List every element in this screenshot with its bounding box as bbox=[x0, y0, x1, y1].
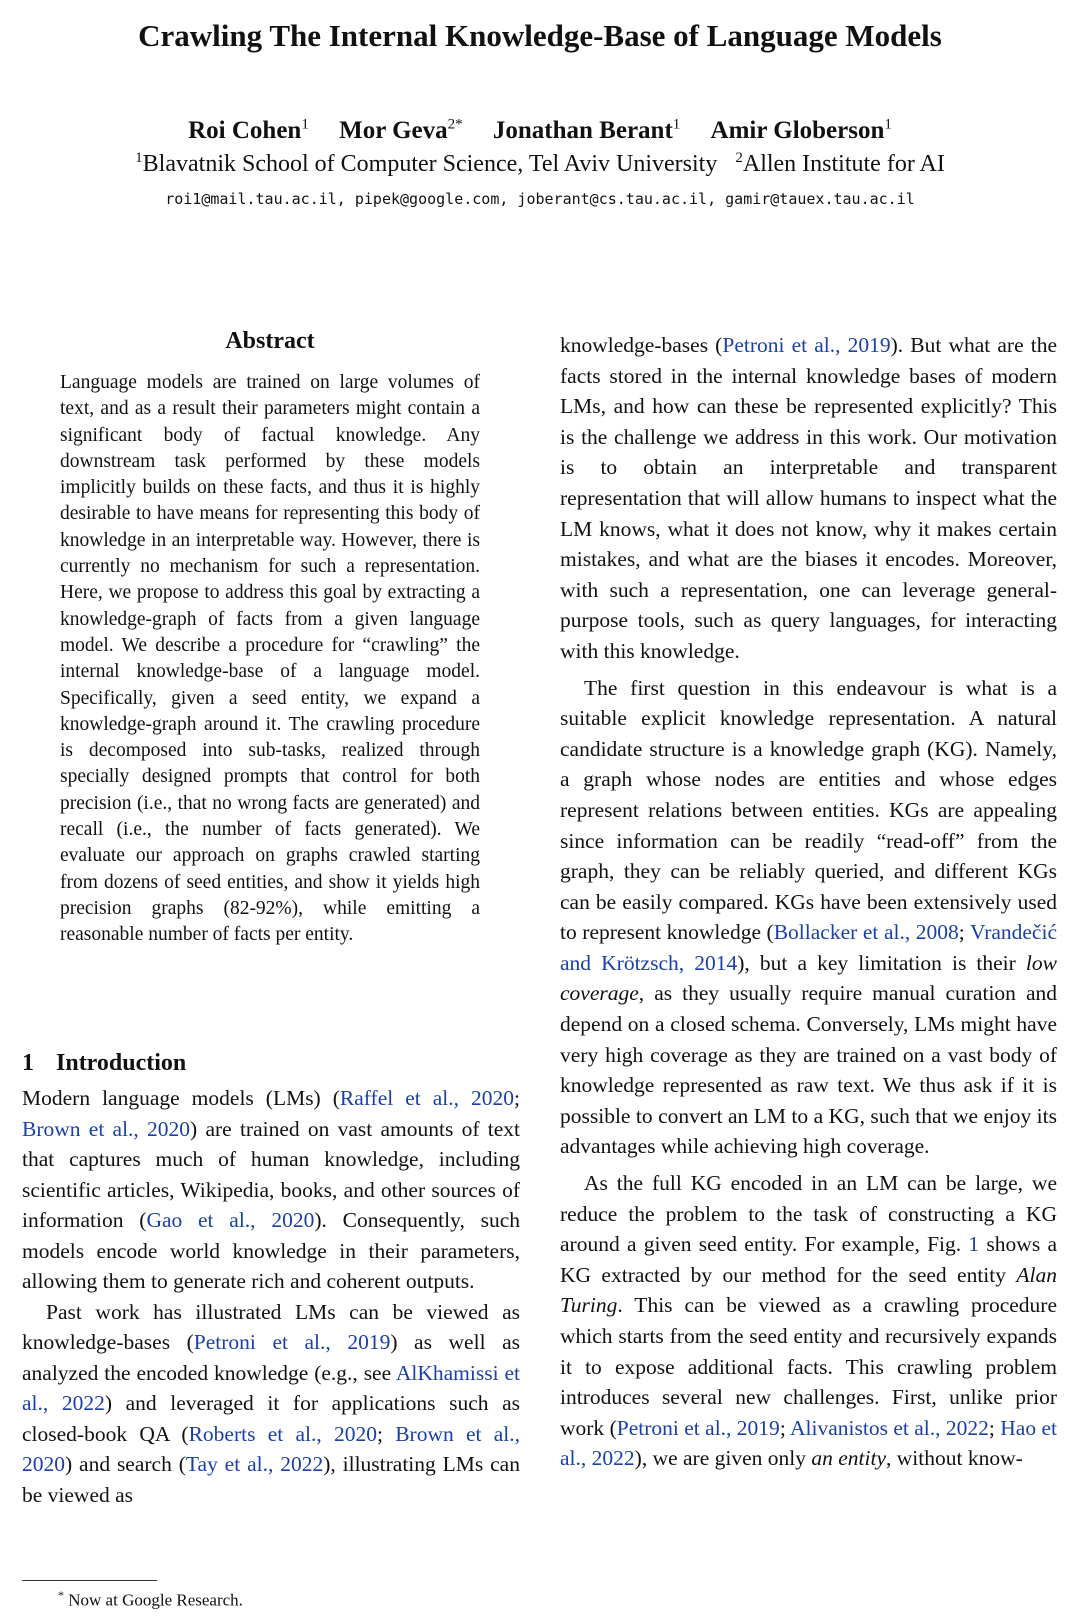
citation-link[interactable]: Petroni et al., 2019 bbox=[722, 333, 891, 357]
citation-link[interactable]: 1 bbox=[968, 1232, 980, 1257]
footnote: * Now at Google Research. bbox=[58, 1588, 243, 1610]
section-title: Introduction bbox=[56, 1050, 187, 1076]
section-heading-introduction bbox=[22, 1050, 186, 1077]
author-list bbox=[0, 117, 1080, 145]
author: Amir Globerson$^1$ bbox=[710, 117, 892, 145]
left-column-body bbox=[22, 1083, 520, 1510]
citation-link[interactable]: Hao et al., 2022 bbox=[560, 1415, 1058, 1471]
author: Roi Cohen$^1$ bbox=[188, 117, 309, 145]
right-column-body bbox=[560, 330, 1057, 1474]
abstract-text: Language models are trained on large volumes of text, and as a result their parameters might contain a significant body of factual knowledge. Any downstream task performed by these models implicitly builds on these facts, and thus it is highly desirable to have means for representing this body of knowledge in an interpretable way. However, there is currently no mechanism for such a representation. Here, we propose to address this goal by extracting a knowledge-graph of facts from a given language model. We describe a procedure for “crawling” the internal knowledge-base of a language model. Specifically, given a seed entity, we expand a knowledge-graph around it. The crawling procedure is decomposed into sub-tasks, realized through specially designed prompts that control for both precision (i.e., that no wrong facts are generated) and recall (i.e., the number of facts generated). We evaluate our approach on graphs crawled starting from dozens of seed entities, and show it yields high precision graphs (82-92%), while emitting a reasonable number of facts per entity. bbox=[60, 372, 480, 946]
italic-text: Alan Turing bbox=[560, 1262, 1057, 1318]
author: Mor Geva$^{2*}$ bbox=[339, 117, 463, 145]
paragraph: As the full KG encoded in an LM can be large, we reduce the problem to the task of constructing a KG around a given seed entity. For example, Fig. 1 shows a KG extracted by our method for the seed entity Alan Turing. This can be viewed as a crawling procedure which starts from the seed entity and recursively expands it to expose additional facts. This crawling problem introduces several new challenges. First, unlike prior work (Petroni et al., 2019; Alivanistos et al., 2022; Hao et al., 2022), we are given only an entity, without know- bbox=[560, 1171, 1058, 1471]
citation-link[interactable]: Tay et al., 2022 bbox=[185, 1452, 324, 1476]
citation-link[interactable]: Alivanistos et al., 2022 bbox=[790, 1415, 989, 1440]
paragraph: knowledge-bases (Petroni et al., 2019). But what are the facts stored in the internal knowledge bases of modern LMs, and how can these be represented explicitly? This is the challenge we address in this work. Our motivation is to obtain an interpretable and transparent representation that will allow humans to inspect what the LM knows, what it does not know, why it makes certain mistakes, and what are the biases it encodes. Moreover, with such a representation, one can leverage general-purpose tools, such as query languages, for interacting with this knowledge. bbox=[560, 333, 1058, 663]
citation-link[interactable]: Petroni et al., 2019 bbox=[616, 1415, 780, 1440]
citation-link[interactable]: AlKhamissi et al., 2022 bbox=[22, 1360, 520, 1415]
section-number: 1 bbox=[22, 1050, 34, 1076]
paragraph: Past work has illustrated LMs can be viewed as knowledge-bases (Petroni et al., 2019) as well as analyzed the encoded knowledge (e.g., see AlKhamissi et al., 2022) and leveraged it for applications such as closed-book QA (Roberts et al., 2020; Brown et al., 2020) and search (Tay et al., 2022), illustrating LMs can be viewed as bbox=[22, 1299, 520, 1507]
citation-link[interactable]: Gao et al., 2020 bbox=[146, 1208, 315, 1232]
citation-link[interactable]: Raffel et al., 2020 bbox=[339, 1086, 515, 1110]
affiliations: $^1$Blavatnik School of Computer Science, Tel Aviv University $^2$Allen Institute for AI bbox=[135, 150, 945, 177]
citation-link[interactable]: Brown et al., 2020 bbox=[22, 1421, 520, 1476]
author: Jonathan Berant$^1$ bbox=[492, 117, 681, 145]
abstract-heading: Abstract bbox=[225, 328, 315, 354]
citation-link[interactable]: Vrandečić and Krötzsch, 2014 bbox=[560, 920, 1057, 975]
citation-link[interactable]: Roberts et al., 2020 bbox=[188, 1421, 377, 1446]
italic-text: low coverage bbox=[560, 950, 1057, 1006]
paper-title: Crawling The Internal Knowledge-Base of Language Models bbox=[138, 18, 942, 53]
italic-text: an entity bbox=[811, 1446, 887, 1471]
citation-link[interactable]: Petroni et al., 2019 bbox=[193, 1330, 391, 1354]
author-emails: roi1@mail.tau.ac.il, pipek@google.com, joberant@cs.tau.ac.il, gamir@tauex.tau.ac.il bbox=[165, 190, 915, 208]
paragraph: Modern language models (LMs) (Raffel et al., 2020; Brown et al., 2020) are trained on vast amounts of text that captures much of human knowledge, including scientific articles, Wikipedia, books, and other sources of information (Gao et al., 2020). Consequently, such models encode world knowledge in their parameters, allowing them to generate rich and coherent outputs. bbox=[22, 1086, 520, 1293]
paragraph: The first question in this endeavour is what is a suitable explicit knowledge representation. A natural candidate structure is a knowledge graph (KG). Namely, a graph whose nodes are entities and whose edges represent relations between entities. KGs are appealing since information can be readily “read-off” from the graph, they can be reliably queried, and different KGs can be easily compared. KGs have been extensively used to represent knowledge (Bollacker et al., 2008; Vrandečić and Krötzsch, 2014), but a key limitation is their low coverage, as they usually require manual curation and depend on a closed schema. Conversely, LMs might have very high coverage as they are trained on a vast body of knowledge represented as raw text. We thus ask if it is possible to convert an LM to a KG, such that we enjoy its advantages while achieving high coverage. bbox=[560, 675, 1057, 1159]
citation-link[interactable]: Brown et al., 2020 bbox=[22, 1116, 191, 1141]
citation-link[interactable]: Bollacker et al., 2008 bbox=[773, 920, 959, 945]
footnote-rule bbox=[22, 1580, 157, 1581]
